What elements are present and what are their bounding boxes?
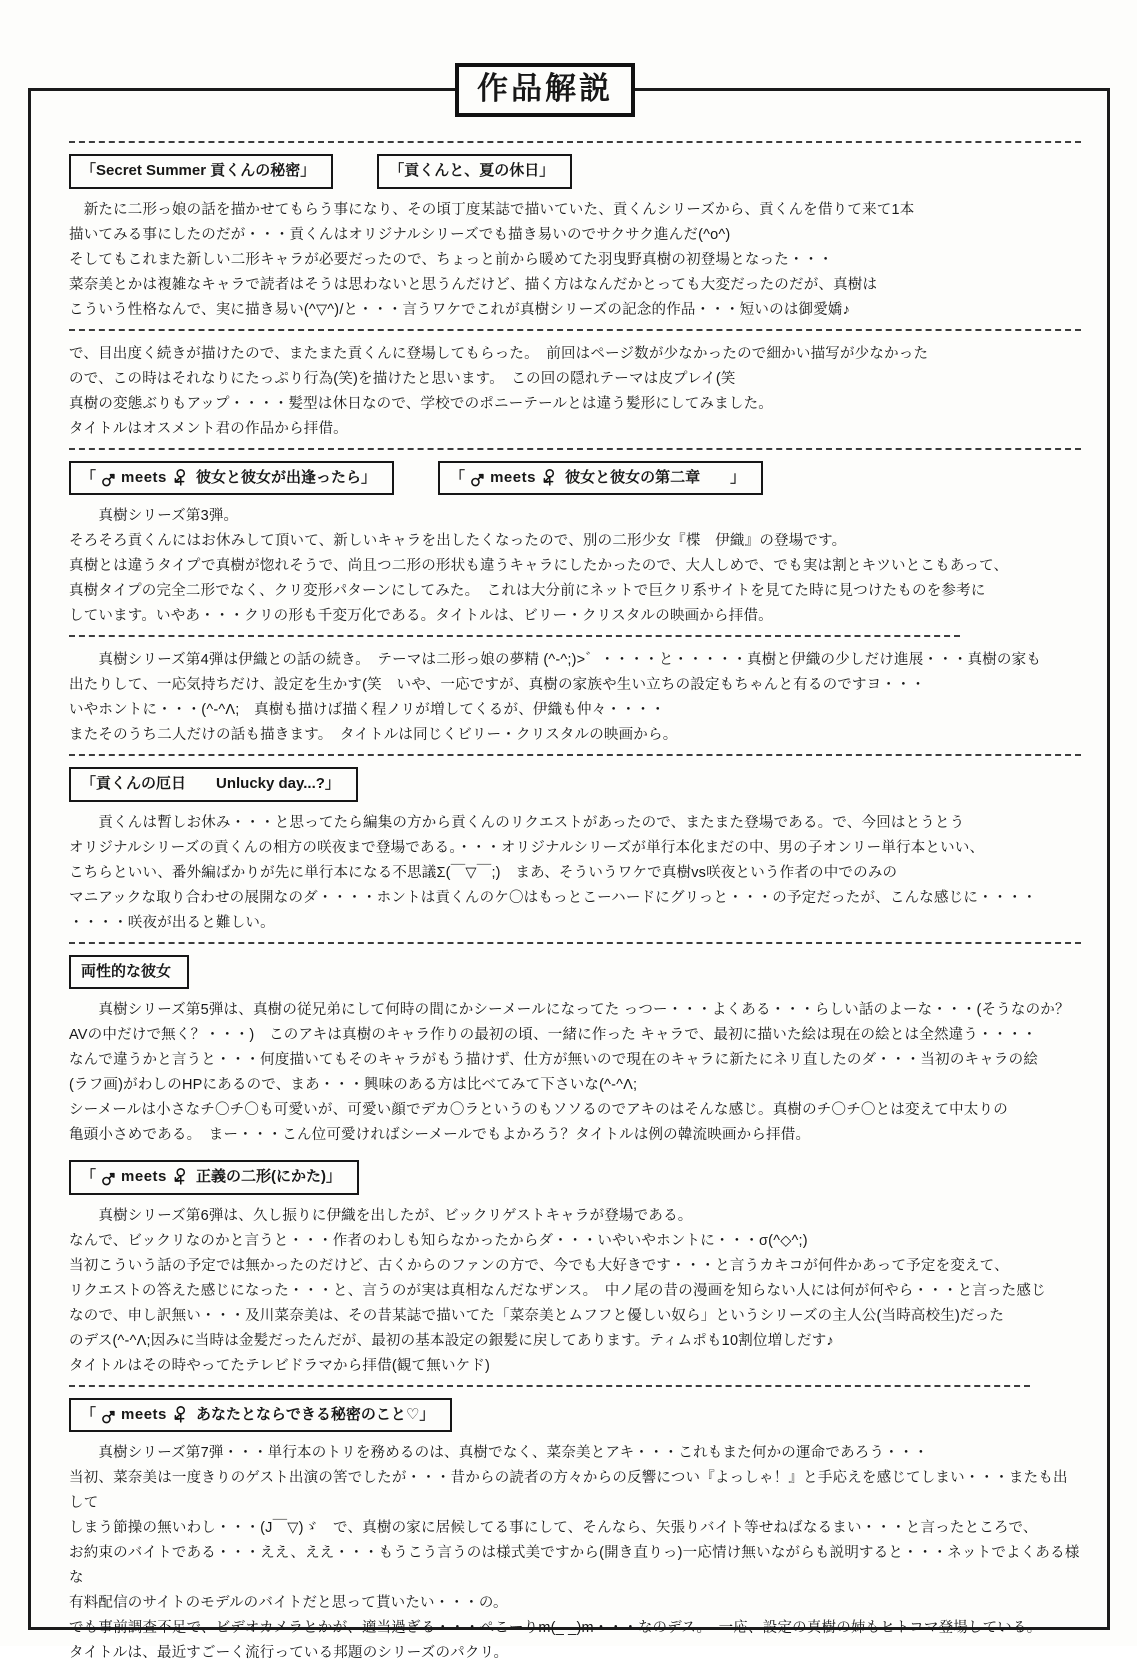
bracket-open: 「 (81, 468, 97, 486)
female-symbol-icon (541, 468, 556, 487)
paragraph-7 (69, 1204, 1081, 1379)
text-line: マニアックな取り合わせの展開なのダ・・・・ホントは貢くんのケ〇はもっとこーハードにグリっと・・・の予定だったが、こんな感じに・・・・ (69, 889, 1037, 906)
document-frame (28, 71, 1110, 1661)
section-header-yakubi (69, 767, 358, 802)
meets-label: meets (121, 1405, 167, 1423)
text-line: 真樹の変態ぶりもアップ・・・・髪型は休日なので、学校でのポニーテールとは違う髪形にしてみました。 (69, 395, 774, 412)
section-divider (69, 1385, 1030, 1387)
text-line: 貢くんは暫しお休み・・・と思ってたら編集の方から貢くんのリクエストがあったので、またまた登場である。で、今回はとうとう (69, 814, 965, 831)
male-symbol-icon (470, 468, 485, 487)
female-symbol-icon (172, 1405, 187, 1424)
section-divider (69, 942, 1081, 944)
paragraph-4 (69, 648, 1081, 748)
section-header-label: 両性的な彼女 (81, 962, 172, 980)
header-row-1 (69, 154, 1081, 189)
header-row-4 (69, 955, 1081, 990)
section-header-label: 「貢くんと、夏の休日」 (389, 162, 555, 179)
paragraph-2 (69, 342, 1081, 442)
section-header-kanojo-dainishou (438, 461, 763, 496)
text-line: 真樹タイプの完全二形でなく、クリ変形パターンにしてみた。 これは大分前にネットで巨クリ系サイトを見てた時に見つけたものを参考に (69, 583, 986, 599)
text-line: 真樹シリーズ第5弾は、真樹の従兄弟にして何時の間にかシーメールになってた っつー・・・よくある・・・らしい話のよーな・・・(そうなのか？ (69, 1002, 1070, 1018)
text-line: (ラフ画)がわしのHPにあるので、まあ・・・興味のある方は比べてみて下さいな(^-^Λ; (69, 1077, 638, 1093)
text-line: 菜奈美とかは複雑なキャラで読者はそうは思わないと思うんだけど、描く方はなんだかとっても大変だったのだが、真樹は (69, 276, 878, 293)
bracket-open: 「 (450, 468, 466, 486)
text-line: でも事前調査不足で、ビデオカメラとかが、適当過ぎる・・・ぺこーりm(_ _)m・・・なのデス。 一応、設定の真樹の姉もヒトコマ登場している。 (69, 1620, 1042, 1636)
male-symbol-icon (101, 468, 116, 487)
text-line: なんで、ビックリなのかと言うと・・・作者のわしも知らなかったからダ・・・いやいやホントに・・・σ(^◇^;) (69, 1232, 808, 1249)
header-row-3 (69, 767, 1081, 802)
section-header-label: 彼女と彼女の第二章 」 (560, 468, 746, 486)
bracket-open: 「 (81, 1168, 97, 1185)
text-line: 亀頭小さめである。 まー・・・こん位可愛ければシーメールでもよかろう？タイトルは例の韓流映画から拝借。 (69, 1127, 811, 1143)
text-line: 当初、菜奈美は一度きりのゲスト出演の筈でしたが・・・昔からの読者の方々からの反響につい『よっしゃ！』と手応えを感じてしまい・・・またも出して (69, 1470, 1068, 1511)
text-line: リクエストの答えた感じになった・・・と、言うのが実は真相なんだなザンス。 中ノ尾の昔の漫画を知らない人には何が何やら・・・と言った感じ (69, 1282, 1046, 1299)
text-line: しています。いやあ・・・クリの形も千変万化である。タイトルは、ビリー・クリスタルの映画から拝借。 (69, 608, 773, 624)
text-line: AVの中だけで無く？・・・) このアキは真樹のキャラ作りの最初の頃、一緒に作った キャラで、最初に描いた絵は現在の絵とは全然違う・・・・ (69, 1027, 1037, 1043)
female-symbol-icon (172, 1167, 187, 1186)
text-line: そろそろ貢くんにはお休みして頂いて、新しいキャラを出したくなったので、別の二形少女『楪 伊織』の登場です。 (69, 533, 847, 549)
meets-label: meets (121, 468, 167, 486)
text-line: こちらといい、番外編ばかりが先に単行本になる不思議Σ(￣▽￣;) まあ、そういうワケで真樹vs咲夜という作者の中でのみの (69, 864, 898, 881)
section-header-seigi-no-nikata (69, 1160, 359, 1195)
paragraph-8 (69, 1441, 1081, 1666)
text-line: のデス(^-^Λ;因みに当時は金髪だったんだが、最初の基本設定の銀髪に戻してあります。ティムポも10割位増しだす♪ (69, 1332, 834, 1349)
text-line: タイトルはオスメント君の作品から拝借。 (69, 420, 348, 437)
page-title-text: 作品解説 (477, 71, 613, 106)
text-line: 真樹シリーズ第4弾は伊織との話の続き。 テーマは二形っ娘の夢精 (^-^;)>゛・・・・と・・・・・真樹と伊織の少しだけ進展・・・真樹の家も (69, 652, 1042, 668)
page-title (455, 63, 635, 117)
header-row-2 (69, 461, 1081, 496)
section-divider (69, 754, 1081, 756)
section-header-natsu-no-kyujitsu (377, 154, 572, 189)
text-line: なので、申し訳無い・・・及川菜奈美は、その昔某誌で描いてた「菜奈美とムフフと優しい奴ら」というシリーズの主人公(当時高校生)だった (69, 1307, 1005, 1324)
text-line: いやホントに・・・(^-^Λ; 真樹も描けば描く程ノリが増してくるが、伊織も仲々・・・・ (69, 702, 666, 718)
section-header-label: 「Secret Summer 貢くんの秘密」 (81, 162, 316, 179)
section-divider (69, 635, 960, 637)
text-line: 真樹シリーズ第6弾は、久し振りに伊織を出したが、ビックリゲストキャラが登場である。 (69, 1207, 693, 1224)
section-header-kanojo-deatta (69, 461, 394, 496)
section-header-label: 「貢くんの厄日 Unlucky day...?」 (81, 775, 340, 792)
section-header-label: 正義の二形(にかた)」 (191, 1168, 342, 1185)
text-line: シーメールは小さなチ〇チ〇も可愛いが、可愛い顔でデカ〇ラというのもソソるのでアキのはそんな感じ。真樹のチ〇チ〇とは変えて中太りの (69, 1102, 1008, 1118)
text-line: ので、この時はそれなりにたっぷり行為(笑)を描けたと思います。 この回の隠れテーマは皮プレイ(笑 (69, 370, 736, 387)
section-header-ryousei (69, 955, 189, 990)
header-row-6 (69, 1398, 1081, 1433)
meets-label: meets (490, 468, 536, 486)
section-divider (69, 141, 1081, 143)
female-symbol-icon (172, 468, 187, 487)
text-line: 描いてみる事にしたのだが・・・貢くんはオリジナルシリーズでも描き易いのでサクサク進んだ(^o^) (69, 226, 731, 243)
text-line: 有料配信のサイトのモデルのバイトだと思って貰いたい・・・の。 (69, 1595, 508, 1611)
paragraph-1 (69, 198, 1081, 323)
section-divider (69, 448, 1081, 450)
paragraph-5 (69, 811, 1081, 936)
male-symbol-icon (101, 1167, 116, 1186)
text-line: こういう性格なんで、実に描き易い(^▽^)/と・・・言うワケでこれが真樹シリーズの記念的作品・・・短いのは御愛嬌♪ (69, 301, 851, 318)
meets-label: meets (121, 1168, 167, 1185)
text-line: 出たりして、一応気持ちだけ、設定を生かす(笑 いや、一応ですが、真樹の家族や生い立ちの設定もちゃんと有るのですヨ・・・ (69, 677, 926, 693)
text-line: 真樹シリーズ第7弾・・・単行本のトリを務めるのは、真樹でなく、菜奈美とアキ・・・これもまた何かの運命であろう・・・ (69, 1445, 929, 1461)
text-line: オリジナルシリーズの貢くんの相方の咲夜まで登場である。・・・オリジナルシリーズが単行本化まだの中、男の子オンリー単行本といい、 (69, 839, 985, 856)
section-header-himitsu-no-koto (69, 1398, 452, 1433)
text-line: タイトルはその時やってたテレビドラマから拝借(観て無いケド) (69, 1357, 491, 1374)
bracket-open: 「 (81, 1405, 97, 1423)
text-line: で、目出度く続きが描けたので、またまた貢くんに登場してもらった。 前回はページ数が少なかったので細かい描写が少なかった (69, 345, 929, 362)
paragraph-3 (69, 504, 1081, 629)
text-line: お約束のバイトである・・・ええ、ええ・・・もうこう言うのは様式美ですから(開き直りっ)一応情け無いながらも説明すると・・・ネットでよくある様な (69, 1545, 1080, 1586)
text-line: 当初こういう話の予定では無かったのだけど、古くからのファンの方で、今でも大好きです・・・と言うカキコが何件かあって予定を変えて、 (69, 1257, 1009, 1274)
header-row-5 (69, 1160, 1081, 1195)
section-header-label: あなたとならできる秘密のこと♡」 (191, 1405, 435, 1423)
text-line: タイトルは、最近すごーく流行っている邦題のシリーズのパクリ。 (69, 1645, 509, 1661)
male-symbol-icon (101, 1405, 116, 1424)
text-line: またそのうち二人だけの話も描きます。 タイトルは同じくビリー・クリスタルの映画から。 (69, 727, 678, 743)
text-line: しまう節操の無いわし・・・(J￣▽)ゞ で、真樹の家に居候してる事にして、そんなら、矢張りバイト等せねばなるまい・・・と言ったところで、 (69, 1520, 1038, 1536)
text-line: なんで違うかと言うと・・・何度描いてもそのキャラがもう描けず、仕方が無いので現在のキャラに新たにネリ直したのダ・・・当初のキャラの絵 (69, 1052, 1039, 1068)
paragraph-6 (69, 998, 1081, 1148)
text-line: 新たに二形っ娘の話を描かせてもらう事になり、その頃丁度某誌で描いていた、貢くんシリーズから、貢くんを借りて来て1本 (69, 201, 915, 218)
section-header-secret-summer (69, 154, 333, 189)
text-line: 真樹シリーズ第3弾。 (69, 508, 239, 524)
text-line: 真樹とは違うタイプで真樹が惚れそうで、尚且つ二形の形状も違うキャラにしたかったので、大人しめで、でも実は割とキツいとこもあって、 (69, 558, 1009, 574)
section-divider (69, 329, 1081, 331)
text-line: ・・・・咲夜が出ると難しい。 (69, 914, 275, 931)
section-header-label: 彼女と彼女が出逢ったら」 (191, 468, 377, 486)
text-line: そしてもこれまた新しい二形キャラが必要だったので、ちょっと前から暖めてた羽曳野真樹の初登場となった・・・ (69, 251, 834, 268)
